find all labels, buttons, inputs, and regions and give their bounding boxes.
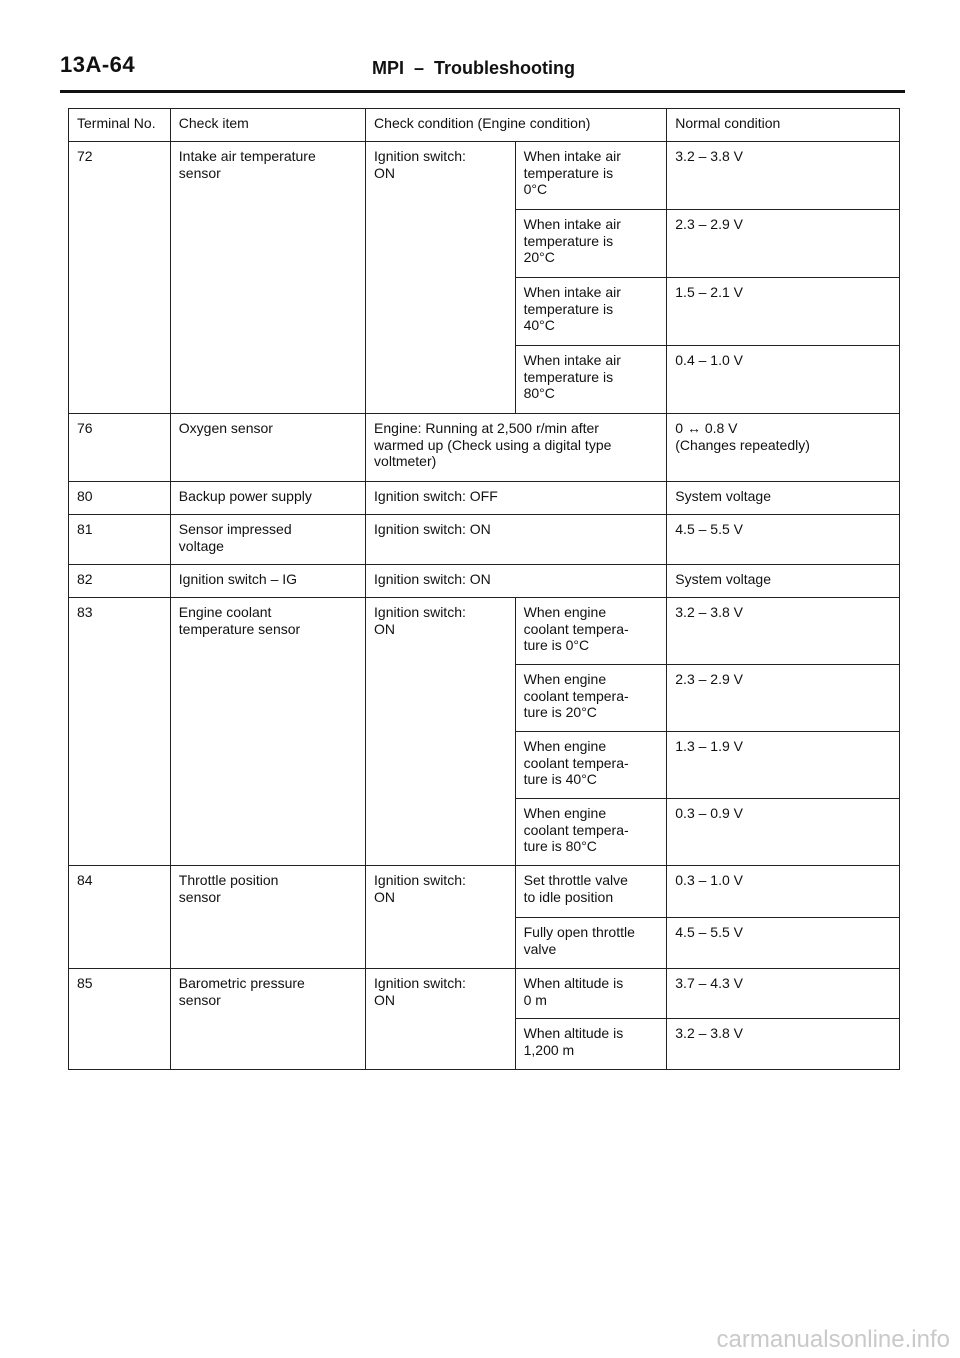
- normal-cell: 0.3 – 1.0 V: [667, 866, 900, 918]
- check-item-cell: Throttle position sensor: [170, 866, 365, 969]
- troubleshooting-table: [68, 108, 900, 1070]
- normal-cell: System voltage: [667, 565, 900, 598]
- condition-cell: Set throttle valve to idle position: [515, 866, 667, 918]
- normal-cell: 3.2 – 3.8 V: [667, 142, 900, 210]
- check-item-cell: Oxygen sensor: [170, 414, 365, 482]
- check-item-cell: Barometric pressure sensor: [170, 969, 365, 1070]
- terminal-cell: 85: [69, 969, 171, 1070]
- terminal-cell: 80: [69, 482, 171, 515]
- switch-cell: Ignition switch: ON: [366, 969, 516, 1070]
- terminal-cell: 72: [69, 142, 171, 414]
- normal-cell: 0 ↔ 0.8 V (Changes repeatedly): [667, 414, 900, 482]
- normal-cell: 1.3 – 1.9 V: [667, 732, 900, 799]
- section-title: MPI – Troubleshooting: [372, 58, 576, 78]
- table-header-row: [69, 109, 900, 142]
- header-check-condition: Check condition (Engine condition): [366, 109, 667, 142]
- table-row: [69, 414, 900, 482]
- check-item-cell: Sensor impressed voltage: [170, 515, 365, 565]
- watermark: carmanualsonline.info: [716, 1326, 950, 1353]
- normal-cell: 3.2 – 3.8 V: [667, 598, 900, 665]
- condition-cell: When engine coolant tempera- ture is 80°C: [515, 799, 667, 866]
- normal-cell: 3.2 – 3.8 V: [667, 1019, 900, 1070]
- normal-cell: System voltage: [667, 482, 900, 515]
- condition-cell: When altitude is 0 m: [515, 969, 667, 1019]
- table-row: [69, 515, 900, 565]
- terminal-cell: 81: [69, 515, 171, 565]
- terminal-cell: 76: [69, 414, 171, 482]
- condition-cell: Ignition switch: ON: [366, 565, 667, 598]
- check-item-cell: Intake air temperature sensor: [170, 142, 365, 414]
- table-row: [69, 142, 900, 210]
- terminal-cell: 84: [69, 866, 171, 969]
- table-row: [69, 598, 900, 665]
- normal-cell: 2.3 – 2.9 V: [667, 665, 900, 732]
- condition-cell: When intake air temperature is 20°C: [515, 210, 667, 278]
- condition-cell: Engine: Running at 2,500 r/min after warmed up (Check using a digital type voltmeter): [366, 414, 667, 482]
- switch-cell: Ignition switch: ON: [366, 866, 516, 969]
- normal-cell: 0.4 – 1.0 V: [667, 346, 900, 414]
- normal-cell: 2.3 – 2.9 V: [667, 210, 900, 278]
- condition-cell: When intake air temperature is 0°C: [515, 142, 667, 210]
- terminal-cell: 83: [69, 598, 171, 866]
- terminal-cell: 82: [69, 565, 171, 598]
- table-row: [69, 969, 900, 1019]
- condition-cell: Fully open throttle valve: [515, 918, 667, 969]
- condition-cell: When engine coolant tempera- ture is 20°C: [515, 665, 667, 732]
- table-row: [69, 866, 900, 918]
- condition-cell: When engine coolant tempera- ture is 40°C: [515, 732, 667, 799]
- condition-cell: Ignition switch: OFF: [366, 482, 667, 515]
- normal-cell: 4.5 – 5.5 V: [667, 515, 900, 565]
- check-item-cell: Backup power supply: [170, 482, 365, 515]
- header-check-item: Check item: [170, 109, 365, 142]
- normal-cell: 4.5 – 5.5 V: [667, 918, 900, 969]
- switch-cell: Ignition switch: ON: [366, 142, 516, 414]
- normal-cell: 0.3 – 0.9 V: [667, 799, 900, 866]
- condition-cell: When engine coolant tempera- ture is 0°C: [515, 598, 667, 665]
- condition-cell: Ignition switch: ON: [366, 515, 667, 565]
- page-number: 13A-64: [60, 52, 136, 77]
- normal-cell: 1.5 – 2.1 V: [667, 278, 900, 346]
- header-normal-condition: Normal condition: [667, 109, 900, 142]
- condition-cell: When intake air temperature is 40°C: [515, 278, 667, 346]
- table-row: [69, 565, 900, 598]
- condition-cell: When altitude is 1,200 m: [515, 1019, 667, 1070]
- header-terminal: Terminal No.: [69, 109, 171, 142]
- switch-cell: Ignition switch: ON: [366, 598, 516, 866]
- normal-cell: 3.7 – 4.3 V: [667, 969, 900, 1019]
- check-item-cell: Ignition switch – IG: [170, 565, 365, 598]
- page-header: [60, 52, 905, 93]
- check-item-cell: Engine coolant temperature sensor: [170, 598, 365, 866]
- condition-cell: When intake air temperature is 80°C: [515, 346, 667, 414]
- table-row: [69, 482, 900, 515]
